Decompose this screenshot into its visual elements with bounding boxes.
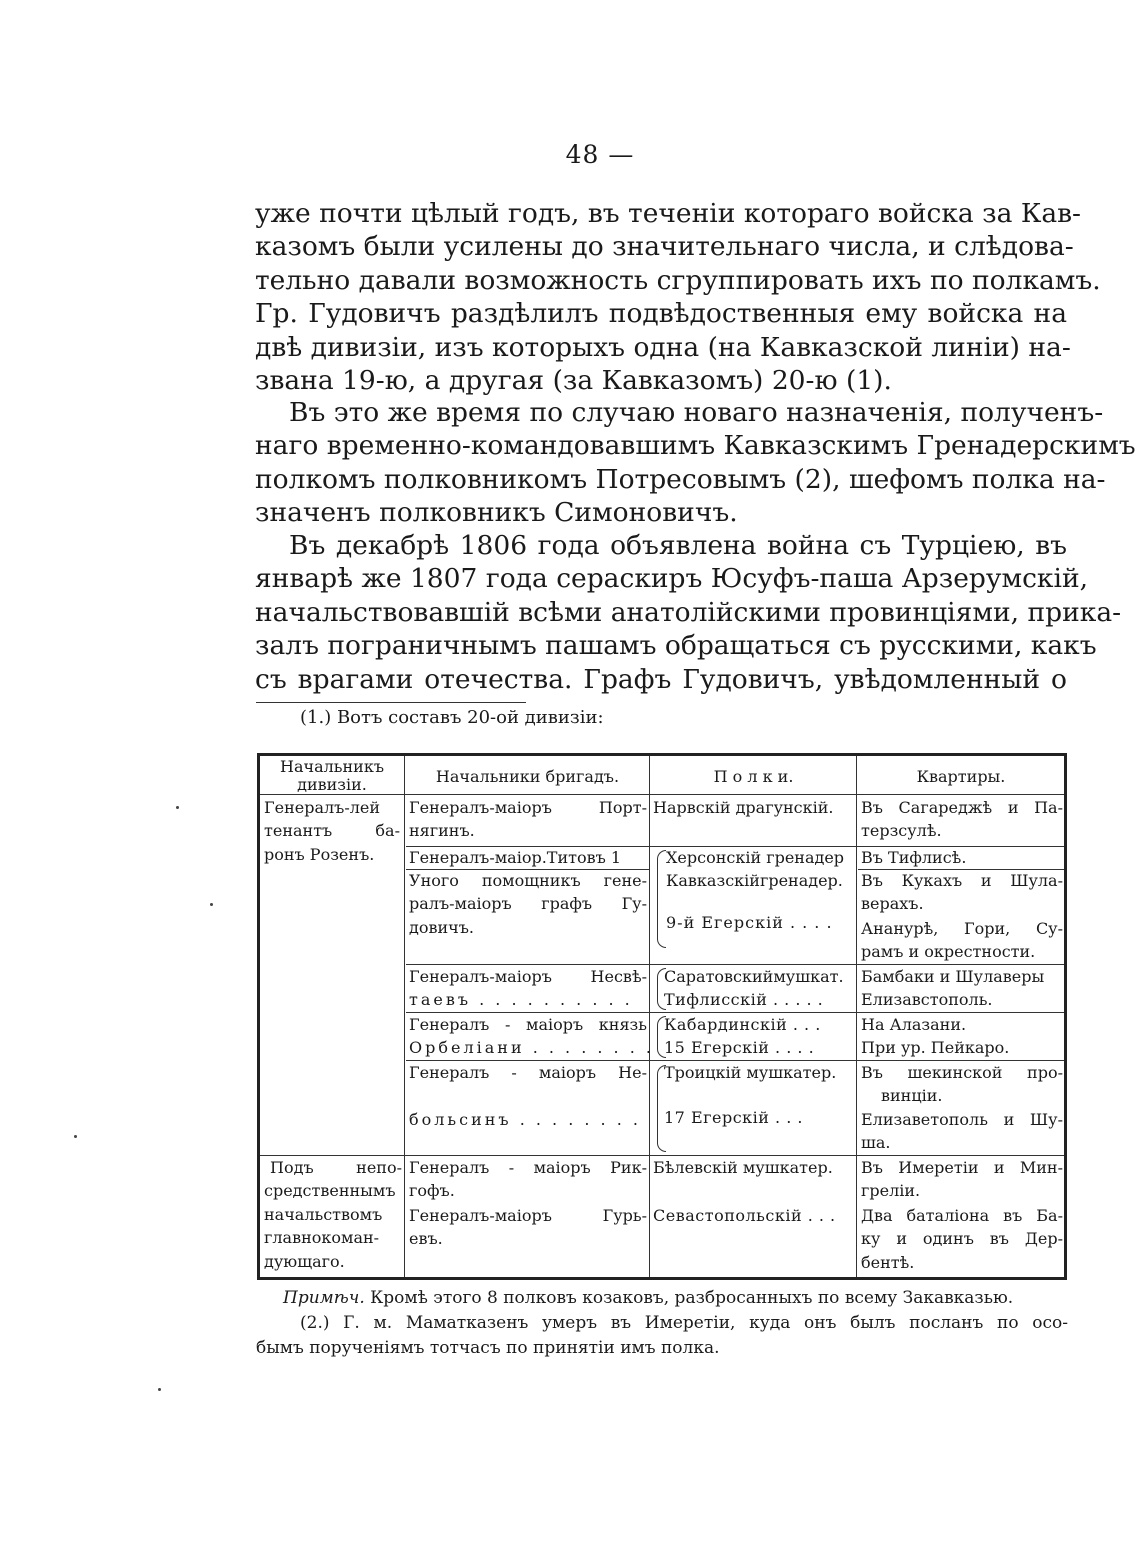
footnote-rule xyxy=(256,702,526,703)
quarters-cell: На Алазани. xyxy=(861,1015,967,1034)
footnote-line: (2.) Г. м. Маматказенъ умеръ въ Имеретіи, куда онъ былъ посланъ по осо- xyxy=(300,1313,1068,1333)
regiment-name: Саратовскиймушкат. xyxy=(664,967,844,986)
regiment-name: 15 Егерскій . . . . xyxy=(664,1038,815,1057)
quarters-cell: Въ шекинской про- винціи. xyxy=(861,1063,1063,1106)
note-label: Примѣч. xyxy=(283,1288,365,1308)
quarters-cell: Ананурѣ, Гори, Су- рамъ и окрестности. xyxy=(861,919,1063,962)
text-line: тельно давали возможность сгруппировать ихъ по полкамъ. xyxy=(255,264,1101,296)
text-line: Въ это же время по случаю новаго назначенія, полученъ- xyxy=(289,397,1104,428)
text-line: двѣ дивизіи, изъ которыхъ одна (на Кавказской линіи) на- xyxy=(255,331,1071,363)
text-line: Въ декабрѣ 1806 года объявлена война съ Турціею, въ xyxy=(289,530,1067,561)
header-quarters: Квартиры. xyxy=(916,767,1006,786)
division-chief-cell: Генералъ-лей тенантъ ба- ронъ Розенъ. xyxy=(264,798,400,864)
text-line: съ врагами отечества. Графъ Гудовичъ, увѣдомленный о xyxy=(255,663,1067,695)
regiment-name: Бѣлевскій мушкатер. xyxy=(653,1158,833,1177)
text-line: звана 19-ю, а другая (за Кавказомъ) 20-ю (1). xyxy=(255,365,892,397)
division-table xyxy=(257,753,1067,1280)
footnote-line: бымъ порученіямъ тотчасъ по принятіи имъ полка. xyxy=(256,1338,720,1358)
regiment-name: Нарвскій драгунскій. xyxy=(653,798,834,817)
quarters-cell: Въ Кукахъ и Шула- верахъ. xyxy=(861,871,1063,914)
column-divider xyxy=(404,756,405,1277)
quarters-cell: Въ Имеретіи и Мин- греліи. xyxy=(861,1158,1063,1201)
quarters-cell: Въ Сагареджѣ и Па- терзсулѣ. xyxy=(861,798,1063,841)
regiment-name: Кабардинскій . . . xyxy=(664,1015,821,1034)
header-division-chief: Начальникъ дивизіи. xyxy=(280,757,384,794)
quarters-cell: Два баталіона въ Ба- ку и одинъ въ Дер- бентѣ. xyxy=(861,1206,1063,1272)
print-speck xyxy=(74,1135,77,1138)
brigade-cell: Генералъ-маіоръ Порт- нягинъ. xyxy=(409,798,647,841)
print-speck xyxy=(176,806,179,809)
text-line: наго временно-командовавшимъ Кавказскимъ Гренадерскимъ xyxy=(255,430,1136,462)
brigade-cell: Генералъ-маіор.Титовъ 1 xyxy=(409,848,622,867)
text-line: уже почти цѣлый годъ, въ теченіи котораго войска за Кав- xyxy=(255,198,1082,229)
brigade-cell: Генералъ-маіоръ Гурь- евъ. xyxy=(409,1206,647,1249)
column-divider xyxy=(649,756,650,1277)
regiment-name: Троицкій мушкатер. xyxy=(664,1063,837,1082)
header-brigade-chiefs: Начальники бригадъ. xyxy=(435,767,620,786)
regiment-name: 17 Егерскій . . . xyxy=(664,1108,803,1127)
regiment-name: Тифлисскій . . . . . xyxy=(664,990,824,1009)
text-line: значенъ полковникъ Симоновичъ. xyxy=(255,497,738,529)
bracket-brace xyxy=(657,850,666,948)
table-note xyxy=(283,1286,1068,1311)
text-line: Гр. Гудовичъ раздѣлилъ подвѣдоственныя ему войска на xyxy=(255,298,1067,330)
quarters-cell: Въ Тифлисѣ. xyxy=(861,848,967,867)
note-text: Кромѣ этого 8 полковъ козаковъ, разбросанныхъ по всему Закавказью. xyxy=(370,1288,1014,1308)
regiment-name: 9-й Егерскій . . . . xyxy=(666,913,833,932)
footnote-2 xyxy=(256,1311,1068,1361)
paragraph-3 xyxy=(255,529,1122,696)
column-divider xyxy=(856,756,857,1277)
brigade-cell: Генералъ - маіоръ Не- больсинъ . . . . . . . . xyxy=(409,1063,647,1129)
brigade-cell: Генералъ-маіоръ Несвѣ- таевъ . . . . . . . . . . xyxy=(409,967,647,1010)
text-line: январѣ же 1807 года сераскиръ Юсуфъ-паша Арзерумскій, xyxy=(255,563,1089,595)
text-line: начальствовавшій всѣми анатолійскими провинціями, прика- xyxy=(255,596,1122,628)
quarters-cell: Бамбаки и Шулаверы xyxy=(861,967,1045,986)
print-speck xyxy=(158,1388,161,1391)
print-speck xyxy=(210,903,213,906)
regiment-name: Херсонскій гренадер xyxy=(666,848,845,867)
page-number: 48 — xyxy=(565,140,635,169)
quarters-cell: Елизавстополь. xyxy=(861,990,993,1009)
regiment-name: Кавказскійгренадер. xyxy=(666,871,843,890)
text-line: казомъ были усилены до значительнаго числа, и слѣдова- xyxy=(255,231,1074,263)
direct-command-cell: Подъ непо- средственнымъ начальствомъ главнокоман- дующаго. xyxy=(264,1158,402,1271)
quarters-cell: Елизаветополь и Шу- ша. xyxy=(861,1110,1063,1153)
header-regiments: П о л к и. xyxy=(713,767,794,786)
brigade-cell: Уного помощникъ гене- ралъ-маіоръ графъ Гу- довичъ. xyxy=(409,871,647,937)
paragraph-2 xyxy=(255,396,1136,530)
brigade-cell: Генералъ - маіоръ князь Орбеліани . . . . . . . . xyxy=(409,1015,654,1058)
text-line: залъ пограничнымъ пашамъ обращаться съ русскими, какъ xyxy=(255,630,1097,662)
paragraph-1 xyxy=(255,197,1101,397)
quarters-cell: При ур. Пейкаро. xyxy=(861,1038,1010,1057)
regiment-name: Севастопольскій . . . xyxy=(653,1206,836,1225)
header-rule xyxy=(260,794,1064,795)
brigade-cell: Генералъ - маіоръ Рик- гофъ. xyxy=(409,1158,647,1201)
text-line: полкомъ полковникомъ Потресовымъ (2), шефомъ полка на- xyxy=(255,463,1106,495)
footnote-1-intro: (1.) Вотъ составъ 20-ой дивизіи: xyxy=(300,707,604,728)
